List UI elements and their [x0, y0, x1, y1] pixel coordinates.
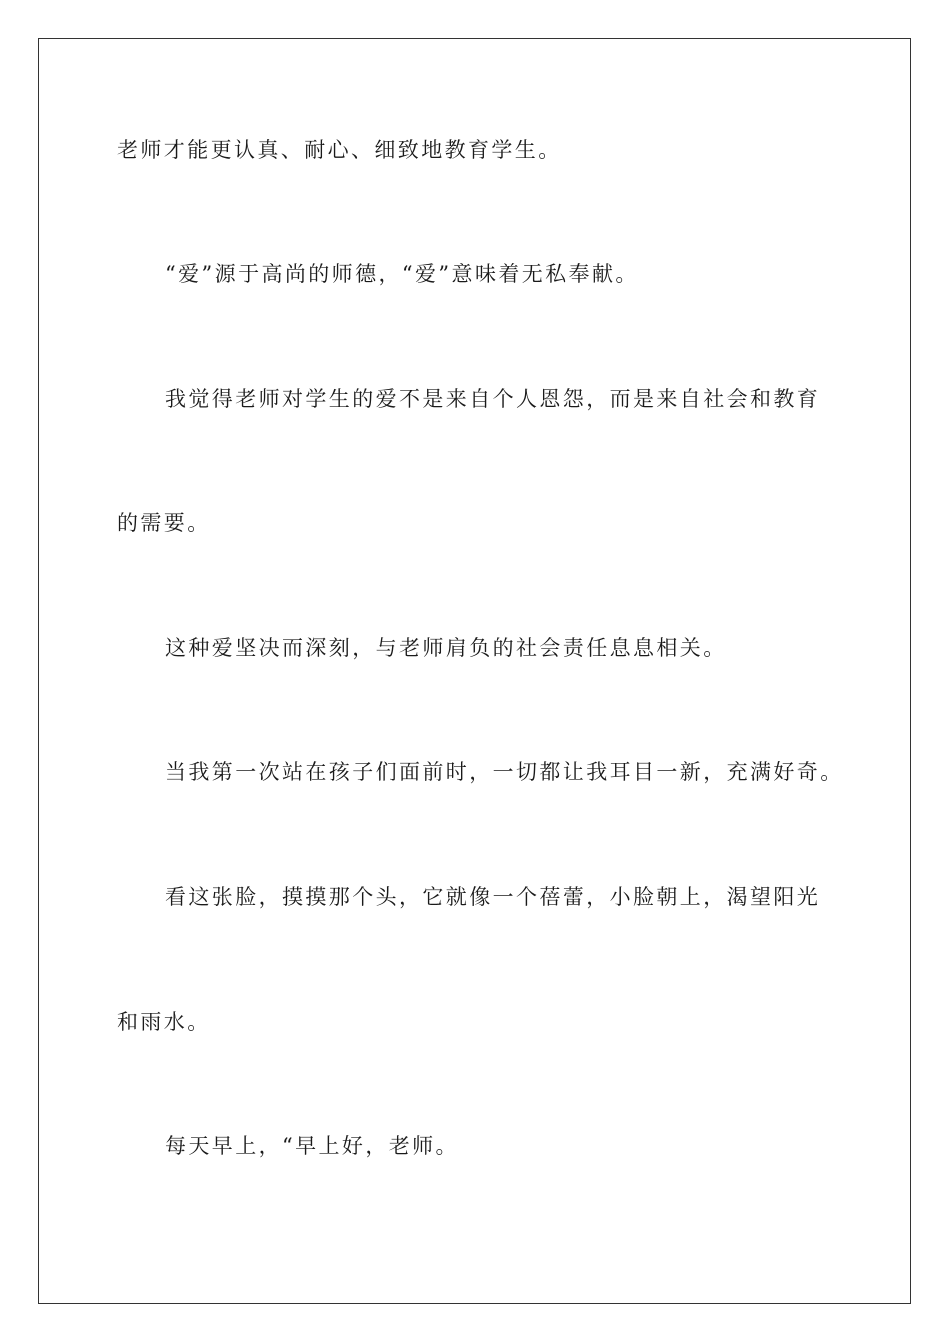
page-border [38, 38, 911, 1304]
paragraph-line: 和雨水。 [117, 1010, 211, 1034]
paragraph-line: 这种爱坚决而深刻，与老师肩负的社会责任息息相关。 [165, 636, 727, 660]
paragraph-line: 老师才能更认真、耐心、细致地教育学生。 [117, 138, 562, 162]
paragraph-line: 我觉得老师对学生的爱不是来自个人恩怨，而是来自社会和教育 [165, 387, 821, 411]
paragraph-line: 的需要。 [117, 511, 211, 535]
paragraph-line: 每天早上，“早上好，老师。 [165, 1134, 459, 1158]
paragraph-line: 看这张脸，摸摸那个头，它就像一个蓓蕾，小脸朝上，渴望阳光 [165, 885, 821, 909]
paragraph-line: 当我第一次站在孩子们面前时，一切都让我耳目一新，充满好奇。 [165, 760, 844, 784]
paragraph-line: “爱”源于高尚的师德，“爱”意味着无私奉献。 [165, 262, 639, 286]
